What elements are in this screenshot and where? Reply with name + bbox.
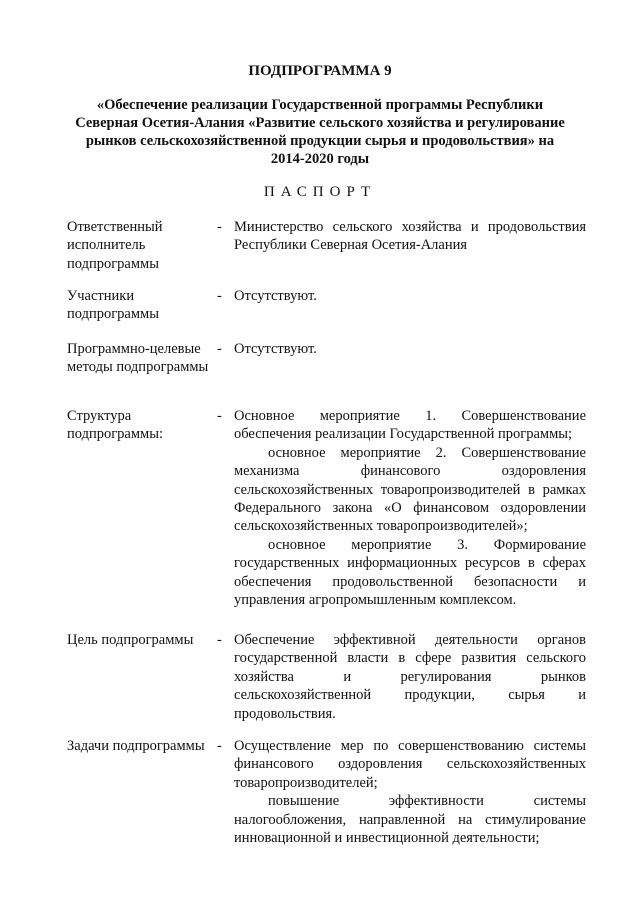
row-value [234, 287, 586, 305]
task-item: Осуществление мер по совершенствованию системы финансового оздоровления сельскохозяйственных товаропроизводителей; [234, 738, 586, 791]
row-dash: - [217, 219, 222, 235]
row-label: Цель подпрограммы [67, 632, 194, 648]
row-label: Задачи подпрограммы [67, 738, 205, 754]
row-label: Участники подпрограммы [67, 288, 159, 323]
row-dash: - [217, 632, 222, 648]
row-value [234, 407, 586, 609]
value-text: Отсутствуют. [234, 288, 317, 304]
row-value [234, 340, 586, 358]
row-value [234, 631, 586, 723]
value-text: Обеспечение эффективной деятельности органов государственной власти в сфере развития сельского хозяйства и регулирования рынков сельскохозяйственной продукции, сырья и продовольствия. [234, 632, 586, 722]
row-label: Ответственный исполнитель подпрограммы [67, 219, 163, 272]
structure-item: основное мероприятие 3. Формирование государственных информационных ресурсов в сферах обеспечения продовольственной безопасности и управления агропромышленным комплексом. [234, 536, 586, 609]
row-value [234, 737, 586, 847]
row-dash: - [217, 341, 222, 357]
document-subtitle: «Обеспечение реализации Государственной программы Республики Северная Осетия-Алания «Развитие сельского хозяйства и регулирование рынков сельскохозяйственной продукции сырья и продовольствия» на 2014-2020 годы [75, 97, 565, 167]
row-dash: - [217, 738, 222, 754]
row-value [234, 218, 586, 255]
passport-heading: ПАСПОРТ [263, 184, 377, 200]
row-label: Программно-целевые методы подпрограммы [67, 341, 209, 376]
structure-item: Основное мероприятие 1. Совершенствование обеспечения реализации Государственной программы; [234, 408, 586, 443]
row-dash: - [217, 408, 222, 424]
structure-item: основное мероприятие 2. Совершенствование механизма финансового оздоровления сельскохозяйственных товаропроизводителей в рамках Федерального закона «О финансовом оздоровлении сельскохозяйственных товаропроизводителей»; [234, 444, 586, 535]
document-title: ПОДПРОГРАММА 9 [248, 63, 392, 79]
row-label: Структура подпрограммы: [67, 408, 163, 443]
task-item: повышение эффективности системы налогообложения, направленной на стимулирование инновационной и инвестиционной деятельности; [234, 793, 586, 847]
row-dash: - [217, 288, 222, 304]
value-text: Отсутствуют. [234, 341, 317, 357]
value-text: Министерство сельского хозяйства и продовольствия Республики Северная Осетия-Алания [234, 219, 586, 254]
